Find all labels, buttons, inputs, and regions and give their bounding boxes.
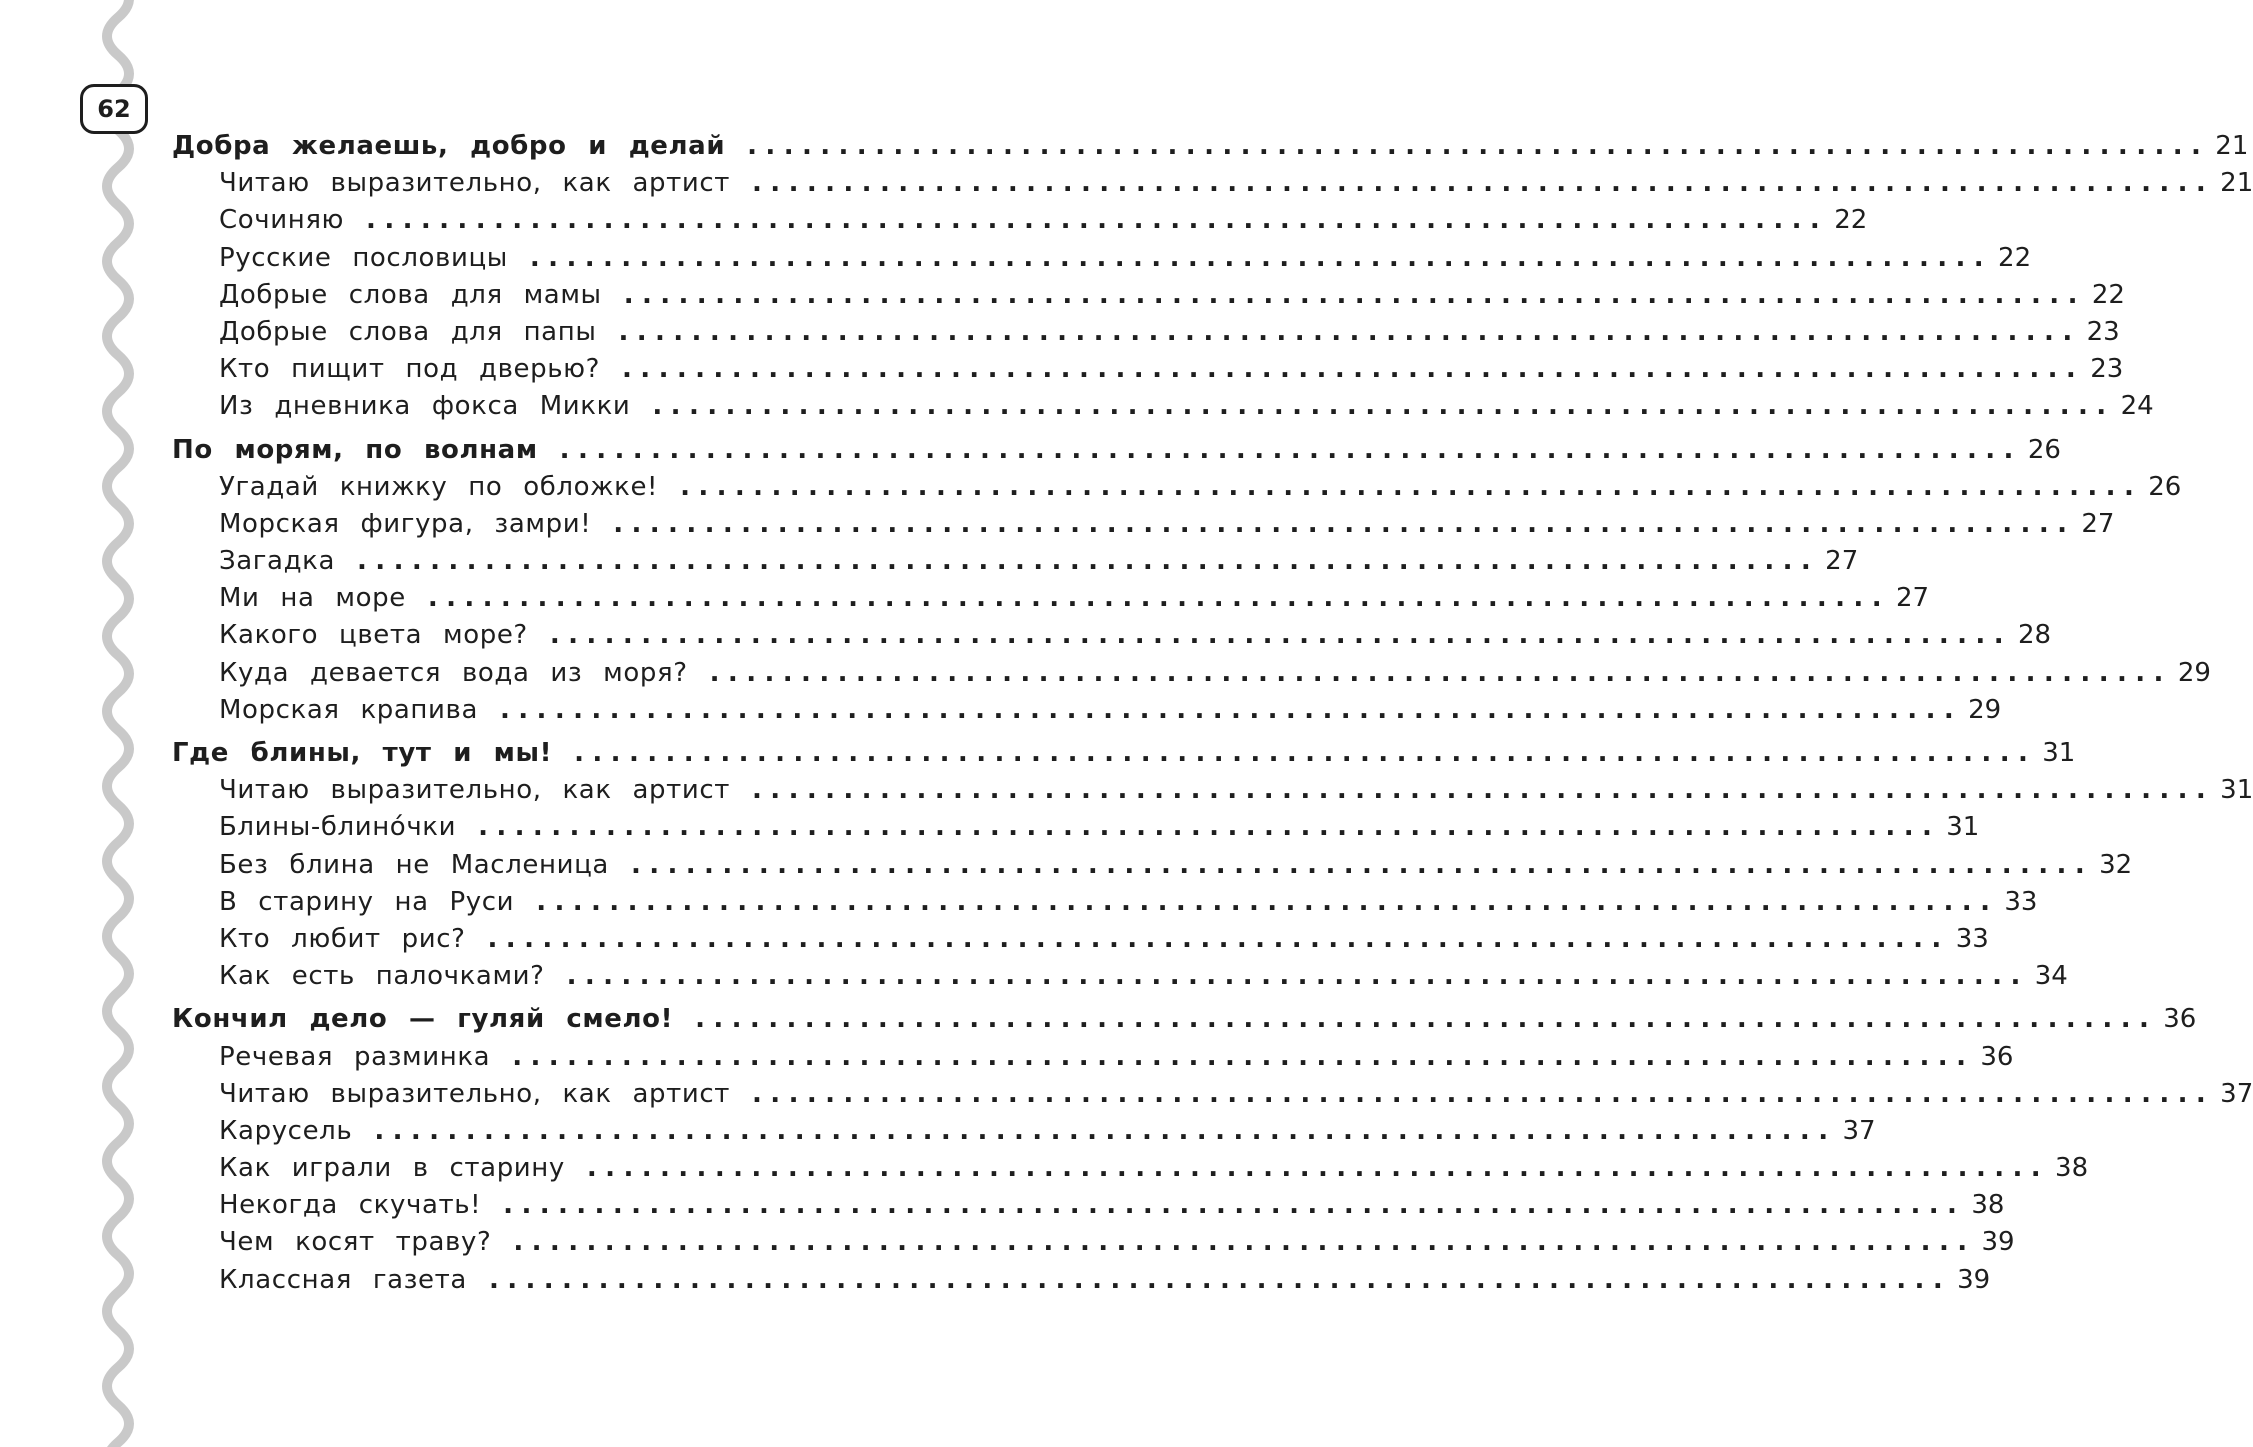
toc-section-page: 26 [2027,434,2061,465]
toc-entry [172,240,2032,277]
toc-entry [172,1150,2089,1187]
toc-entry-page: 28 [2017,620,2052,651]
toc-leader-dots: ................................................................................ [427,583,1890,614]
toc-entry-title: Речевая разминка [219,1041,491,1072]
toc-entry-title: Ми на море [219,583,406,614]
toc-entry [172,655,2211,692]
toc-leader-dots: ................................................................................ [574,738,2037,768]
toc-leader-dots: ................................................................................ [709,657,2172,688]
toc-entry-title: Читаю выразительно, как артист [219,1078,731,1109]
toc-entry [172,1262,1991,1299]
toc-entry [172,1224,2015,1261]
toc-entry-title: Чем косят траву? [219,1227,492,1258]
toc-entry-title: Блины-блино́чки [219,812,457,843]
toc-entry-page: 33 [1955,923,1989,954]
toc-leader-dots: ................................................................................ [622,354,2085,385]
toc-entry-page: 33 [2004,886,2038,917]
toc-entry-page: 22 [1998,242,2032,273]
toc-leader-dots: ................................................................................ [529,242,1993,273]
page-number-badge [80,84,148,134]
toc-entry-page: 26 [2148,471,2182,502]
toc-section [172,735,2076,772]
toc-section-title: Где блины, тут и мы! [172,738,553,768]
toc-leader-dots: ................................................................................ [652,391,2115,422]
toc-section-page: 21 [2215,131,2249,161]
toc-entry [172,165,2253,202]
decorative-wave-border [88,0,148,1447]
toc-section [172,432,2061,469]
toc-section [172,1001,2197,1038]
toc-entry-page: 37 [2220,1078,2253,1109]
toc-entry-page: 38 [2055,1153,2089,1184]
toc-entry-page: 34 [2034,961,2068,992]
toc-entry-title: Карусель [219,1115,353,1146]
table-of-contents [172,128,2253,1299]
toc-entry-page: 22 [1834,205,1868,236]
toc-entry-page: 23 [2086,316,2120,347]
toc-leader-dots: ................................................................................ [586,1153,2050,1184]
toc-entry [172,921,1989,958]
toc-entry [172,469,2182,506]
toc-entry [172,351,2124,388]
toc-entry-title: Классная газета [219,1264,467,1295]
toc-leader-dots: ................................................................................ [488,1264,1952,1295]
toc-entry-page: 29 [2177,657,2211,688]
toc-entry-title: Добрые слова для мамы [219,279,602,310]
toc-leader-dots: ................................................................................ [503,1190,1966,1221]
toc-entry-page: 36 [1980,1041,2014,1072]
toc-entry-title: Кто пищит под дверью? [219,354,601,385]
toc-leader-dots: ................................................................................ [513,1227,1976,1258]
page-number: 62 [97,95,131,123]
toc-entry [172,772,2253,809]
toc-section [172,128,2249,165]
toc-entry-page: 29 [1968,694,2002,725]
toc-leader-dots: ................................................................................ [478,812,1941,843]
toc-entry [172,314,2120,351]
toc-entry-title: Как есть палочками? [219,961,545,992]
toc-entry [172,1113,1876,1150]
toc-section-page: 31 [2042,738,2076,768]
toc-leader-dots: ................................................................................ [695,1004,2158,1035]
toc-entry-page: 27 [1895,583,1930,614]
toc-entry-page: 31 [2220,775,2253,806]
toc-entry-page: 23 [2090,354,2124,385]
toc-leader-dots: ................................................................................ [630,849,2094,880]
toc-entry-page: 22 [2091,279,2125,310]
toc-leader-dots: ................................................................................ [536,886,1999,917]
toc-entry-page: 27 [1825,546,1859,577]
toc-entry [172,388,2154,425]
toc-leader-dots: ................................................................................ [752,168,2215,199]
toc-entry-page: 39 [1957,1264,1991,1295]
toc-section-title: По морям, по волнам [172,434,538,465]
toc-entry-title: Как играли в старину [219,1153,565,1184]
toc-entry-title: Некогда скучать! [219,1190,482,1221]
toc-entry-page: 24 [2120,391,2154,422]
toc-entry [172,884,2038,921]
toc-leader-dots: ................................................................................ [623,279,2086,310]
toc-entry-page: 31 [1946,812,1980,843]
toc-entry [172,692,2002,729]
toc-section-page: 36 [2163,1004,2197,1035]
toc-entry [172,1039,2014,1076]
toc-entry-page: 21 [2220,168,2253,199]
toc-entry-title: В старину на Руси [219,886,515,917]
toc-entry [172,277,2125,314]
toc-entry-page: 37 [1842,1115,1876,1146]
toc-entry-title: Из дневника фокса Микки [219,391,631,422]
toc-entry-title: Без блина не Масленица [219,849,609,880]
toc-entry-page: 38 [1971,1190,2005,1221]
toc-leader-dots: ................................................................................ [566,961,2029,992]
toc-entry [172,543,1859,580]
toc-section-title: Кончил дело — гуляй смело! [172,1004,674,1035]
toc-leader-dots: ................................................................................ [374,1115,1837,1146]
toc-leader-dots: ................................................................................ [549,620,2012,651]
toc-entry-title: Куда девается вода из моря? [219,657,688,688]
toc-leader-dots: ................................................................................ [618,316,2081,347]
toc-entry-title: Читаю выразительно, как артист [219,168,731,199]
toc-entry-title: Сочиняю [219,205,345,236]
toc-entry-title: Загадка [219,546,336,577]
toc-entry [172,506,2115,543]
toc-entry-page: 27 [2081,508,2115,539]
toc-entry [172,580,1930,617]
toc-entry-title: Читаю выразительно, как артист [219,775,731,806]
toc-leader-dots: ................................................................................ [747,131,2210,161]
toc-leader-dots: ................................................................................ [680,471,2143,502]
toc-entry [172,1076,2253,1113]
toc-entry-title: Угадай книжку по обложке! [219,471,659,502]
toc-leader-dots: ................................................................................ [752,1078,2215,1109]
toc-entry [172,847,2133,884]
toc-entry-title: Морская фигура, замри! [219,508,592,539]
toc-leader-dots: ................................................................................ [499,694,1963,725]
toc-entry-title: Русские пословицы [219,242,508,273]
toc-entry-title: Добрые слова для папы [219,316,597,347]
toc-leader-dots: ................................................................................ [357,546,1820,577]
toc-entry [172,202,1868,239]
toc-entry [172,958,2068,995]
toc-entry [172,809,1980,846]
toc-entry-page: 39 [1981,1227,2015,1258]
toc-entry-page: 32 [2099,849,2133,880]
toc-entry-title: Какого цвета море? [219,620,528,651]
toc-section-title: Добра желаешь, добро и делай [172,131,726,161]
toc-leader-dots: ................................................................................ [512,1041,1975,1072]
toc-leader-dots: ................................................................................ [752,775,2215,806]
toc-leader-dots: ................................................................................ [613,508,2076,539]
toc-entry-title: Морская крапива [219,694,478,725]
toc-leader-dots: ................................................................................ [559,434,2022,465]
toc-entry [172,1187,2005,1224]
toc-entry-title: Кто любит рис? [219,923,466,954]
toc-leader-dots: ................................................................................ [366,205,1829,236]
toc-leader-dots: ................................................................................ [487,923,1950,954]
toc-entry [172,617,2052,654]
